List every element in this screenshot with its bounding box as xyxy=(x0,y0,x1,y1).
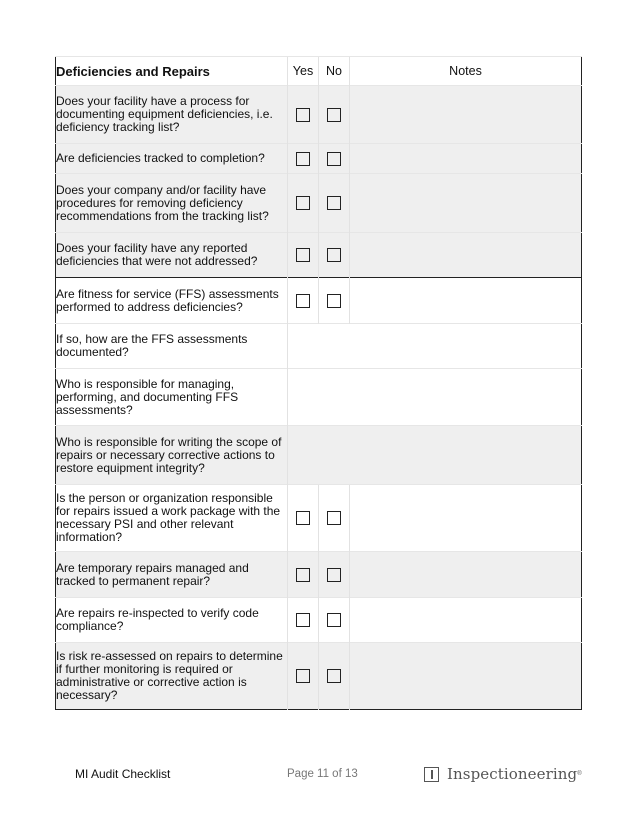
section-title: Deficiencies and Repairs xyxy=(56,57,288,86)
no-checkbox[interactable] xyxy=(327,196,341,210)
question-text: Who is responsible for managing, performing, and documenting FFS assessments? xyxy=(56,369,288,426)
checklist-row xyxy=(56,324,582,369)
answer-field[interactable] xyxy=(288,369,582,426)
yes-cell xyxy=(288,552,319,598)
yes-checkbox[interactable] xyxy=(296,196,310,210)
notes-column-header: Notes xyxy=(350,57,582,86)
question-text: Are deficiencies tracked to completion? xyxy=(56,144,288,174)
page-number: Page 11 of 13 xyxy=(287,768,358,780)
question-text: Who is responsible for writing the scope of repairs or necessary corrective actions to restore equipment integrity? xyxy=(56,426,288,485)
yes-cell xyxy=(288,598,319,643)
no-cell xyxy=(319,233,350,278)
notes-field[interactable] xyxy=(350,278,582,324)
notes-field[interactable] xyxy=(350,552,582,598)
yes-checkbox[interactable] xyxy=(296,669,310,683)
footer-doc-title: MI Audit Checklist xyxy=(75,767,171,781)
yes-cell xyxy=(288,643,319,710)
no-checkbox[interactable] xyxy=(327,613,341,627)
question-text: Does your facility have any reported deficiencies that were not addressed? xyxy=(56,233,288,278)
yes-checkbox[interactable] xyxy=(296,294,310,308)
answer-field[interactable] xyxy=(288,426,582,485)
yes-checkbox[interactable] xyxy=(296,613,310,627)
no-checkbox[interactable] xyxy=(327,669,341,683)
yes-cell xyxy=(288,485,319,552)
question-text: Does your company and/or facility have procedures for removing deficiency recommendations from the tracking list? xyxy=(56,174,288,233)
no-cell xyxy=(319,144,350,174)
yes-checkbox[interactable] xyxy=(296,152,310,166)
yes-checkbox[interactable] xyxy=(296,248,310,262)
question-text: Are fitness for service (FFS) assessments performed to address deficiencies? xyxy=(56,278,288,324)
brand-name: Inspectioneering xyxy=(447,765,578,783)
checklist-row xyxy=(56,552,582,598)
deficiencies-repairs-table xyxy=(55,56,582,710)
no-cell xyxy=(319,278,350,324)
no-checkbox[interactable] xyxy=(327,108,341,122)
question-text: Is risk re-assessed on repairs to determine if further monitoring is required or administrative or corrective action is necessary? xyxy=(56,643,288,710)
no-column-header: No xyxy=(319,57,350,86)
answer-field[interactable] xyxy=(288,324,582,369)
question-text: Is the person or organization responsible for repairs issued a work package with the necessary PSI and other relevant information? xyxy=(56,485,288,552)
no-checkbox[interactable] xyxy=(327,152,341,166)
question-text: Are temporary repairs managed and tracked to permanent repair? xyxy=(56,552,288,598)
yes-cell xyxy=(288,233,319,278)
checklist-row xyxy=(56,174,582,233)
no-cell xyxy=(319,598,350,643)
notes-field[interactable] xyxy=(350,144,582,174)
checklist-row xyxy=(56,643,582,710)
no-cell xyxy=(319,174,350,233)
no-checkbox[interactable] xyxy=(327,294,341,308)
checklist-row xyxy=(56,426,582,485)
checklist-row xyxy=(56,144,582,174)
notes-field[interactable] xyxy=(350,598,582,643)
no-checkbox[interactable] xyxy=(327,511,341,525)
yes-checkbox[interactable] xyxy=(296,568,310,582)
checklist-row xyxy=(56,598,582,643)
checklist-row xyxy=(56,233,582,278)
notes-field[interactable] xyxy=(350,86,582,144)
no-cell xyxy=(319,86,350,144)
yes-cell xyxy=(288,278,319,324)
yes-checkbox[interactable] xyxy=(296,511,310,525)
yes-checkbox[interactable] xyxy=(296,108,310,122)
no-checkbox[interactable] xyxy=(327,248,341,262)
question-text: If so, how are the FFS assessments documented? xyxy=(56,324,288,369)
question-text: Are repairs re-inspected to verify code compliance? xyxy=(56,598,288,643)
yes-column-header: Yes xyxy=(288,57,319,86)
notes-field[interactable] xyxy=(350,643,582,710)
logo-mark-icon xyxy=(424,767,439,782)
registered-mark: ® xyxy=(577,771,582,777)
notes-field[interactable] xyxy=(350,174,582,233)
checklist-row xyxy=(56,485,582,552)
yes-cell xyxy=(288,144,319,174)
yes-cell xyxy=(288,174,319,233)
no-checkbox[interactable] xyxy=(327,568,341,582)
notes-field[interactable] xyxy=(350,485,582,552)
brand-logo xyxy=(424,762,582,786)
checklist-row xyxy=(56,86,582,144)
checklist-row xyxy=(56,278,582,324)
question-text: Does your facility have a process for documenting equipment deficiencies, i.e. deficiency tracking list? xyxy=(56,86,288,144)
no-cell xyxy=(319,552,350,598)
no-cell xyxy=(319,485,350,552)
checklist-row xyxy=(56,369,582,426)
yes-cell xyxy=(288,86,319,144)
notes-field[interactable] xyxy=(350,233,582,278)
no-cell xyxy=(319,643,350,710)
